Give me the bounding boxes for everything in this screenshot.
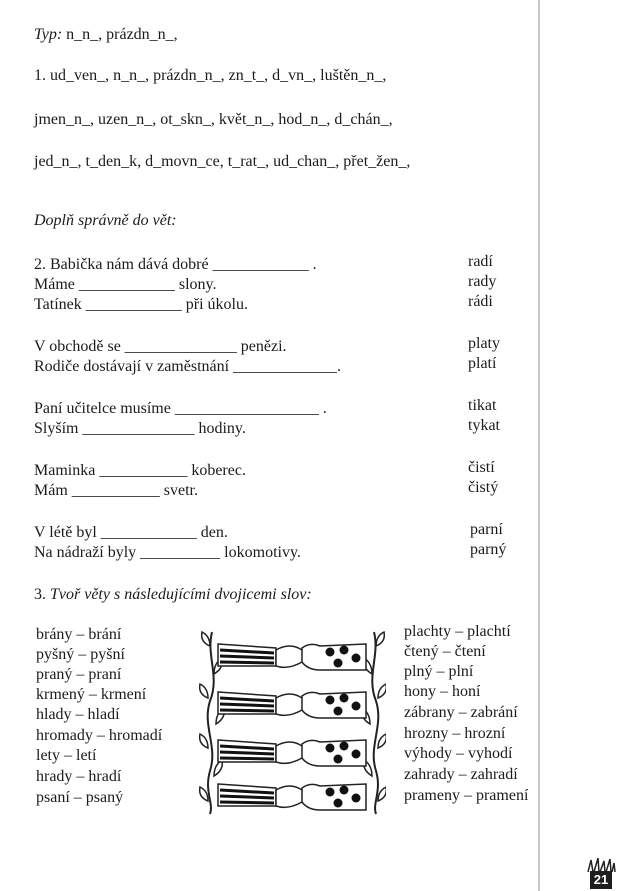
left-pair: brány – brání [36, 626, 122, 643]
ex2-sentence: Mám ___________ svetr. [34, 482, 198, 499]
ex2-sentence: Rodiče dostávají v zaměstnání _____________. [34, 358, 342, 375]
ex1-line-2: jmen_n_, uzen_n_, ot_skn_, květ_n_, hod_n_, d_chán_, [34, 111, 393, 128]
typ-text: n_n_, prázdn_n_, [66, 26, 178, 43]
ex3-title: Tvoř věty s následujícími dvojicemi slov: [50, 586, 312, 603]
left-pair: hlady – hladí [36, 706, 120, 723]
ex2-word: radí [468, 253, 493, 270]
ex1-line-1: 1. ud_ven_, n_n_, prázdn_n_, zn_t_, d_vn_, luštěn_n_, [34, 67, 387, 84]
left-pair: praný – praní [36, 666, 122, 683]
right-pair: plný – plní [404, 663, 474, 680]
ex1-line-3: jed_n_, t_den_k, d_movn_ce, t_rat_, ud_chan_, přet_žen_, [34, 153, 411, 170]
ex2-word: parní [470, 521, 503, 538]
right-pair: čtený – čtení [404, 643, 486, 660]
page-number: 21 [590, 871, 612, 889]
instruction: Doplň správně do vět: [34, 212, 177, 229]
ex2-word: parný [470, 541, 507, 558]
right-pair: prameny – pramení [404, 787, 529, 804]
left-pair: psaní – psaný [36, 789, 124, 806]
ex2-word: rádi [468, 293, 493, 310]
ex3-heading [34, 585, 312, 605]
ex2-word: tykat [468, 417, 500, 434]
handshake-illustration [198, 626, 386, 816]
ex2-sentence: Slyším ______________ hodiny. [34, 420, 246, 437]
typ-label: Typ: [34, 26, 63, 43]
ex2-sentence: Na nádraží byly __________ lokomotivy. [34, 544, 301, 561]
right-pair: hrozny – hrozní [404, 725, 506, 742]
ex2-sentence: Máme ____________ slony. [34, 276, 217, 293]
ex2-sentence: 2. Babička nám dává dobré ____________ . [34, 256, 317, 273]
grass-icon [586, 858, 616, 872]
ex2-sentence: V obchodě se ______________ penězi. [34, 338, 287, 355]
left-pair: pyšný – pyšní [36, 646, 125, 663]
right-pair: hony – honí [404, 683, 481, 700]
right-pair: plachty – plachtí [404, 623, 511, 640]
ex2-word: čistý [468, 479, 499, 496]
typ-line [34, 25, 178, 45]
ex2-sentence: Maminka ___________ koberec. [34, 462, 246, 479]
left-pair: hromady – hromadí [36, 727, 163, 744]
right-pair: zahrady – zahradí [404, 766, 518, 783]
ex2-word: platy [468, 335, 500, 352]
left-pair: lety – letí [36, 747, 97, 764]
ex2-sentence: Paní učitelce musíme __________________ . [34, 400, 327, 417]
right-pair: výhody – vyhodí [404, 745, 513, 762]
ex2-sentence: Tatínek ____________ při úkolu. [34, 296, 248, 313]
ex2-word: tikat [468, 397, 497, 414]
right-pair: zábrany – zabrání [404, 704, 518, 721]
page-edge [538, 0, 540, 891]
ex2-word: čistí [468, 459, 495, 476]
ex3-number: 3. [34, 586, 46, 603]
ex2-word: rady [468, 273, 497, 290]
left-pair: hrady – hradí [36, 768, 122, 785]
ex2-word: platí [468, 355, 497, 372]
left-pair: krmený – krmení [36, 686, 147, 703]
ex2-sentence: V létě byl ____________ den. [34, 524, 228, 541]
